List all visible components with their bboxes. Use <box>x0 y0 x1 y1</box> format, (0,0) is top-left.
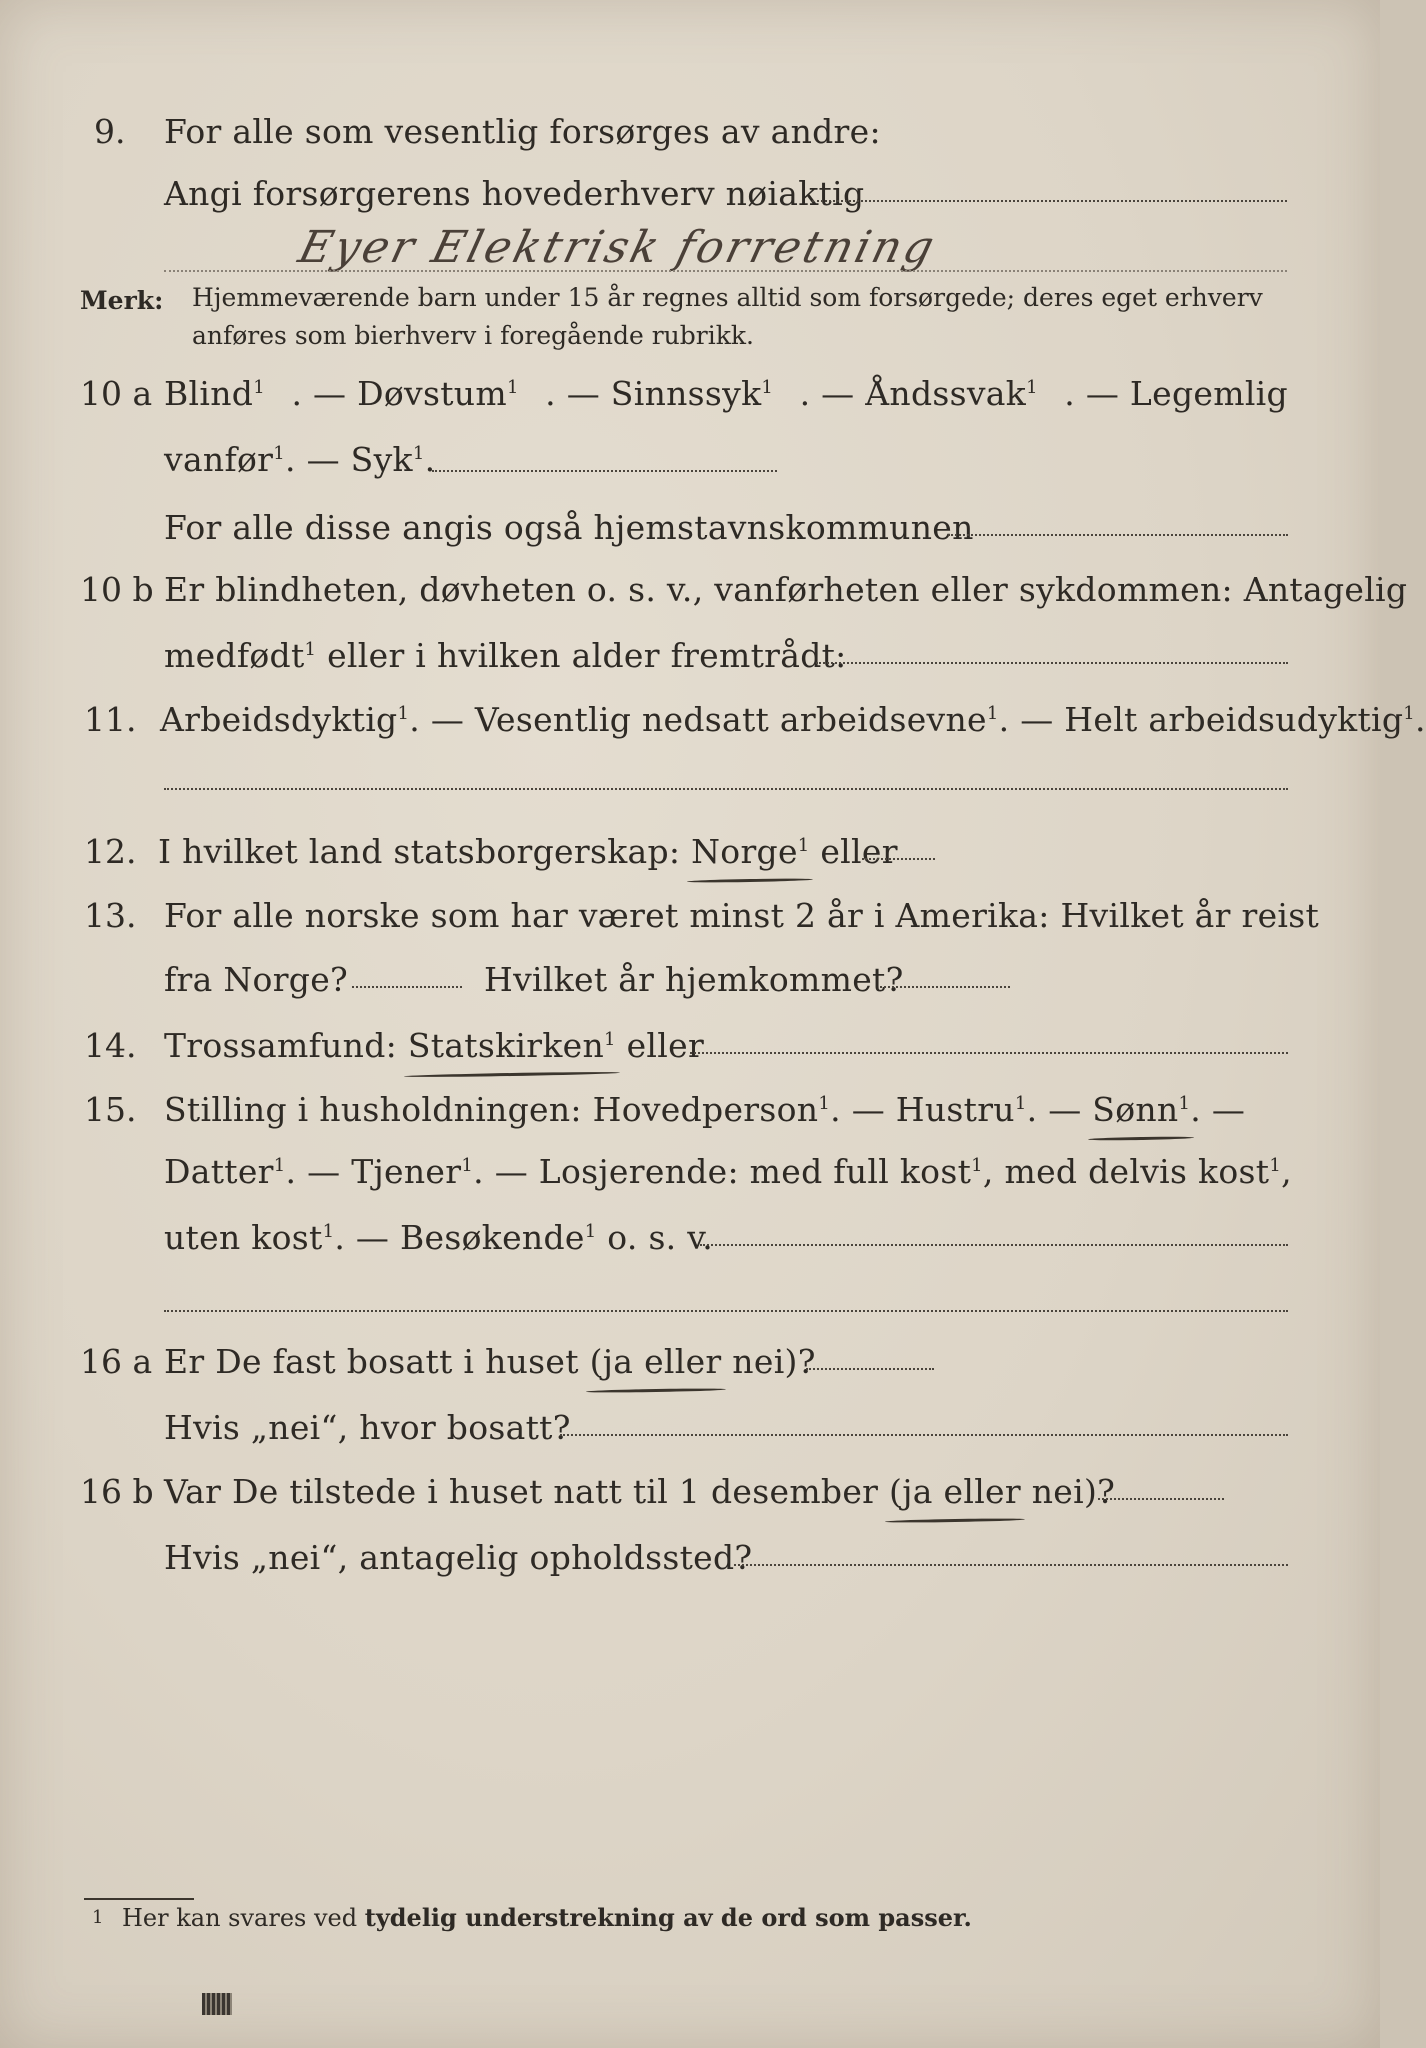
q16b-line1 <box>164 1472 1115 1512</box>
q15-line1 <box>164 1090 1245 1130</box>
q10a-option-syk[interactable]: . — Syk <box>285 440 413 479</box>
footnote-ref: 1 <box>273 1155 286 1176</box>
q15-fill-line[interactable] <box>700 1244 1288 1246</box>
q13-line2a: fra Norge? <box>164 960 349 999</box>
q12-fill-line[interactable] <box>862 858 935 860</box>
q15-line2 <box>164 1152 1292 1192</box>
footnote-ref: 1 <box>797 835 810 856</box>
q16b-option-ja[interactable]: (ja eller <box>889 1472 1021 1511</box>
q14-text: Trossamfund: <box>164 1026 398 1065</box>
q11-fill-line[interactable] <box>164 788 1288 790</box>
footnote-ref: 1 <box>461 1155 474 1176</box>
q10a-dovstum-label: . — Døvstum <box>291 374 507 413</box>
footnote-ref: 1 <box>1269 1155 1282 1176</box>
footnote-ref: 1 <box>584 1221 597 1242</box>
footnote-ref: 1 <box>1178 1093 1191 1114</box>
q14-line <box>164 1026 704 1066</box>
q16b-number: 16 b <box>80 1472 154 1511</box>
q16a-line2: Hvis „nei“, hvor bosatt? <box>164 1408 571 1447</box>
q16b-fill-line[interactable] <box>1098 1498 1224 1500</box>
q12-number: 12. <box>84 832 137 871</box>
q16a-fill-line[interactable] <box>806 1368 934 1370</box>
footnote-ref: 1 <box>986 703 999 724</box>
q15-dash2: . — <box>1190 1090 1246 1129</box>
q10a-blind-label: Blind <box>164 374 254 413</box>
footnote-ref: 1 <box>412 443 425 464</box>
footnote-ref: 1 <box>761 377 774 398</box>
q12-eller: eller <box>809 832 898 871</box>
q15-option-sonn[interactable] <box>1092 1090 1190 1130</box>
q10b-line1: Er blindheten, døvheten o. s. v., vanførheten eller sykdommen: Antagelig <box>164 570 1408 609</box>
q10b-number: 10 b <box>80 570 154 609</box>
q11-option-nedsatt[interactable]: . — Vesentlig nedsatt arbeidsevne <box>409 700 987 739</box>
q15-option-besokende[interactable]: . — Besøkende <box>334 1218 585 1257</box>
q10b-line2 <box>164 636 847 676</box>
footnote-bold-text: tydelig understrekning av de ord som passer <box>364 1903 964 1932</box>
q9-fill-line[interactable] <box>812 200 1287 202</box>
q11-option-arbeidsdyktig[interactable]: Arbeidsdyktig <box>160 700 398 739</box>
footnote-rule <box>84 1898 194 1900</box>
q12-line <box>158 832 898 872</box>
q16b-line2: Hvis „nei“, antagelig opholdssted? <box>164 1538 753 1577</box>
footnote-ref: 1 <box>971 1155 983 1176</box>
q13-number: 13. <box>84 896 137 935</box>
footnote-ref: 1 <box>322 1221 335 1242</box>
q16a-line1 <box>164 1342 816 1382</box>
q16a-text: Er De fast bosatt i huset <box>164 1342 579 1381</box>
q12-text: I hvilket land statsborgerskap: <box>158 832 681 871</box>
q10a-line1 <box>164 374 1288 414</box>
q16a-nei: nei)? <box>721 1342 816 1381</box>
footnote-ref: 1 <box>818 1093 831 1114</box>
footnote-ref: 1 <box>506 377 519 398</box>
q13-hjemkommet-fill-line[interactable] <box>880 986 1010 988</box>
q9-number: 9. <box>94 112 126 151</box>
q10a-sinnssyk-label: . — Sinnssyk <box>545 374 762 413</box>
q16b-text: Var De tilstede i huset natt til 1 desember <box>164 1472 879 1511</box>
q15-extra-fill-line[interactable] <box>164 1310 1288 1312</box>
q16b-opholdssted-fill-line[interactable] <box>734 1564 1288 1566</box>
q15-option-full-kost[interactable]: . — Losjerende: med full kost <box>473 1152 972 1191</box>
q15-option-delvis-kost[interactable]: , med delvis kost <box>982 1152 1270 1191</box>
footnote-ref: 1 <box>604 1029 616 1050</box>
q15-option-hustru[interactable]: . — Hustru <box>830 1090 1015 1129</box>
q10a-option-dovstum[interactable] <box>291 374 518 414</box>
q10b-option-medfodt[interactable]: medfødt <box>164 636 305 675</box>
q10a-andssvak-label: . — Åndssvak <box>799 374 1027 413</box>
q10a-line3: For alle disse angis også hjemstavnskommunen <box>164 508 974 547</box>
q11-number: 11. <box>84 700 137 739</box>
q12-norge-label: Norge <box>691 832 798 871</box>
footnote-text: Her kan svares ved <box>122 1904 365 1932</box>
footnote-ref: 1 <box>1403 703 1416 724</box>
q10a-line2 <box>164 440 435 480</box>
q13-reist-fill-line[interactable] <box>352 986 462 988</box>
q9-handwritten-answer: Eyer Elektrisk forretning <box>293 222 942 273</box>
footnote-ref: 1 <box>397 703 410 724</box>
q10a-option-legemlig[interactable]: . — Legemlig <box>1064 374 1288 413</box>
q15-dash: . — <box>1026 1090 1082 1129</box>
print-mark <box>202 1993 232 2015</box>
q11-line-end: . <box>1415 700 1426 739</box>
q9-answer-line <box>164 270 1287 272</box>
q10a-line2-end: . <box>424 440 436 479</box>
footnote-number: 1 <box>92 1907 104 1928</box>
q10a-syk-fill-line[interactable] <box>432 470 777 472</box>
q15-option-datter[interactable]: Datter <box>164 1152 274 1191</box>
q10a-number: 10 a <box>80 374 153 413</box>
q13-line1: For alle norske som har været minst 2 år i Amerika: Hvilket år reist <box>164 896 1320 935</box>
q10a-option-blind[interactable] <box>164 374 265 414</box>
q14-eller: eller <box>615 1026 705 1065</box>
q14-statskirken-label: Statskirken <box>407 1026 605 1065</box>
footnote-ref: 1 <box>273 443 285 464</box>
q16a-bosatt-fill-line[interactable] <box>560 1434 1288 1436</box>
q15-sonn-label: Sønn <box>1092 1090 1179 1129</box>
q15-option-tjener[interactable]: . — Tjener <box>285 1152 462 1191</box>
q10b-line2-text: eller i hvilken alder fremtrådt: <box>316 636 847 675</box>
q12-option-norge[interactable] <box>691 832 809 872</box>
q9-question-line1: For alle som vesentlig forsørges av andre: <box>164 112 881 151</box>
q10a-option-vanfor[interactable]: vanfør <box>164 440 274 479</box>
footnote-ref: 1 <box>1026 377 1038 398</box>
q9-question-line2: Angi forsørgerens hovederhverv nøiaktig <box>164 174 865 213</box>
merk-label: Merk: <box>80 286 164 315</box>
q15-option-hovedperson[interactable]: Stilling i husholdningen: Hovedperson <box>164 1090 819 1129</box>
q11-line <box>160 700 1426 740</box>
q14-fill-line[interactable] <box>690 1052 1288 1054</box>
q10a-option-sinnssyk[interactable] <box>545 374 773 414</box>
q16a-number: 16 a <box>80 1342 153 1381</box>
q10a-hjemstavn-fill-line[interactable] <box>948 534 1288 536</box>
q14-option-statskirken[interactable] <box>408 1026 616 1066</box>
q15-option-uten-kost[interactable]: uten kost <box>164 1218 323 1257</box>
footnote-end: . <box>963 1903 972 1932</box>
q10b-fill-line[interactable] <box>816 662 1288 664</box>
q16b-nei: nei)? <box>1020 1472 1116 1511</box>
q16a-option-ja[interactable]: (ja eller <box>589 1342 722 1381</box>
footnote-ref: 1 <box>1014 1093 1027 1114</box>
q11-option-udyktig[interactable]: . — Helt arbeidsudyktig <box>998 700 1404 739</box>
merk-line2: anføres som bierhverv i foregående rubrikk. <box>192 321 754 350</box>
footnote-ref: 1 <box>304 639 317 660</box>
q15-number: 15. <box>84 1090 137 1129</box>
q15-line3 <box>164 1218 713 1258</box>
q15-osv: o. s. v. <box>596 1218 714 1257</box>
merk-line1: Hjemmeværende barn under 15 år regnes alltid som forsørgede; deres eget erhverv <box>192 283 1263 312</box>
q14-number: 14. <box>84 1026 137 1065</box>
footnote <box>92 1903 972 1932</box>
footnote-ref: 1 <box>253 377 266 398</box>
q13-line2b: Hvilket år hjemkommet? <box>484 960 904 999</box>
q15-comma: , <box>1281 1152 1292 1191</box>
q10a-option-andssvak[interactable] <box>800 374 1038 414</box>
